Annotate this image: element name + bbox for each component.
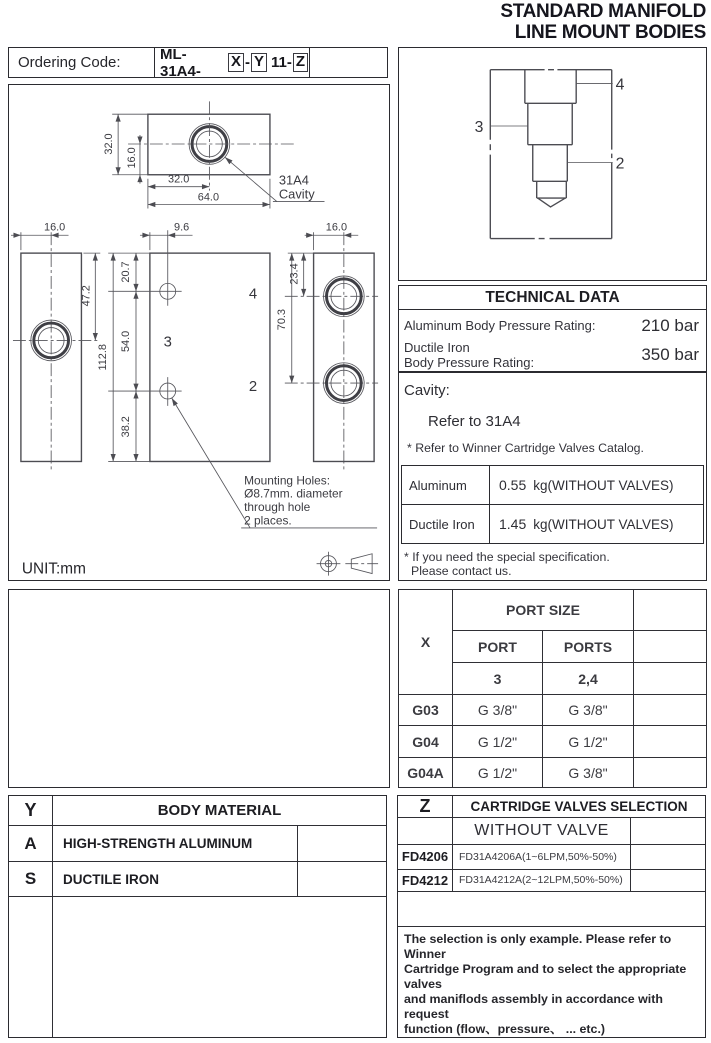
blank-panel <box>8 589 390 788</box>
ordering-code-x: X <box>228 53 244 72</box>
valves-header-row <box>398 796 705 818</box>
without-valve-row <box>398 818 705 845</box>
weight-table <box>401 465 704 544</box>
ordering-code-box <box>8 47 388 78</box>
mounting-note-line4: 2 places. <box>244 513 292 528</box>
port-row-value: G 1/2" <box>453 758 543 788</box>
mounting-note-line2: Ø8.7mm. diameter <box>244 486 343 501</box>
ordering-code-spacer <box>310 48 387 77</box>
projection-symbol-icon <box>345 554 378 574</box>
aluminum-rating-value: 210 bar <box>641 315 699 335</box>
port-col-sub: 3 <box>453 663 543 695</box>
weight-material: Aluminum <box>402 466 490 504</box>
page-title-line1: STANDARD MANIFOLD <box>500 1 706 22</box>
schematic-port-4: 4 <box>615 76 625 94</box>
ordering-code-y: Y <box>251 53 267 72</box>
port-table-empty-cell <box>634 726 707 758</box>
technical-data-title: TECHNICAL DATA <box>399 286 706 310</box>
valve-code: FD4212 <box>398 870 453 891</box>
body-material-code: S <box>9 862 53 896</box>
body-material-key: Y <box>9 796 53 825</box>
ordering-code-sep: - <box>244 54 250 71</box>
valves-selection-note: The selection is only example. Please refer to Winner Cartridge Program and to select the appropriate valves and maniflods assembly in accordance with request function (flow、pressure、 ... etc.) <box>404 932 687 1036</box>
mounting-holes-note <box>172 398 377 528</box>
ductile-rating-value: 350 bar <box>641 344 699 364</box>
ordering-code-prefix: ML-31A4- <box>160 45 201 80</box>
schematic-port-3: 3 <box>474 118 484 136</box>
datum-target-icon <box>317 552 341 576</box>
port-row-value: G 1/2" <box>543 726 634 758</box>
valves-empty-cell <box>398 818 453 844</box>
body-material-label: DUCTILE IRON <box>63 871 159 887</box>
weight-material: Ductile Iron <box>402 505 490 543</box>
body-material-blank-area <box>9 897 386 1037</box>
dim-hole-offset: 9.6 <box>174 221 190 234</box>
port-table-empty-cell <box>634 695 707 726</box>
valves-title: CARTRIDGE VALVES SELECTION <box>470 799 688 814</box>
port-table-empty-cell <box>634 663 707 695</box>
body-material-empty-cell <box>297 862 386 896</box>
dim-seg-top: 20.7 <box>120 261 133 283</box>
weight-row <box>402 466 703 505</box>
valves-empty-cell <box>630 818 705 844</box>
ordering-code-mid: 11- <box>270 54 292 71</box>
body-material-header-row <box>9 796 386 826</box>
port-4-label: 4 <box>248 286 258 303</box>
ports-col-header: PORTS <box>543 631 634 663</box>
dim-top-half-width: 32.0 <box>168 173 190 186</box>
cavity-info <box>399 373 706 465</box>
port-row-value: G 3/8" <box>543 695 634 726</box>
port-row-value: G 3/8" <box>453 695 543 726</box>
cavity-outline <box>490 70 611 239</box>
technical-data-section <box>398 285 707 581</box>
valve-code: FD4206 <box>398 845 453 869</box>
valves-key: Z <box>398 796 453 817</box>
weight-value: 0.55 kg(WITHOUT VALVES) <box>499 477 674 493</box>
cavity-callout-line2: Cavity <box>278 186 315 202</box>
dim-left-center: 47.2 <box>80 285 93 307</box>
port-table-empty-cell <box>634 758 707 788</box>
dim-top-height: 32.0 <box>103 133 116 155</box>
cartridge-valves-table <box>397 795 706 1038</box>
body-material-row <box>9 826 386 862</box>
dim-left-width: 16.0 <box>44 221 66 234</box>
valve-description: FD31A4206A(1~6LPM,50%-50%) <box>459 850 617 863</box>
dim-seg-bottom: 38.2 <box>120 416 133 438</box>
weight-value: 1.45 kg(WITHOUT VALVES) <box>499 516 674 532</box>
schematic-port-2: 2 <box>615 155 625 173</box>
cavity-label: Cavity: <box>404 382 450 399</box>
manifold-drawing <box>9 85 388 579</box>
body-material-code: A <box>9 826 53 861</box>
dim-top-width: 64.0 <box>197 191 220 204</box>
valves-empty-cell <box>630 870 705 891</box>
special-spec-note: * If you need the special specification. Please contact us. <box>404 550 610 578</box>
port-table-empty-cell <box>634 590 707 631</box>
body-material-row <box>9 862 386 897</box>
without-valve-label: WITHOUT VALVE <box>474 821 609 839</box>
ordering-code-value <box>155 45 310 80</box>
body-material-title: BODY MATERIAL <box>157 802 282 819</box>
side-view-right <box>276 221 378 470</box>
cavity-schematic <box>399 48 705 279</box>
ordering-code-z: Z <box>293 53 308 72</box>
port-row-value: G 1/2" <box>453 726 543 758</box>
valves-blank-row <box>398 892 705 927</box>
dim-right-width: 16.0 <box>325 221 348 234</box>
weight-row <box>402 505 703 543</box>
ductile-rating-label: Ductile Iron Body Pressure Rating: <box>404 339 535 370</box>
cavity-schematic-box <box>398 47 707 281</box>
port-3-label: 3 <box>163 334 172 351</box>
cavity-callout-line1: 31A4 <box>278 172 309 188</box>
dim-right-span: 70.3 <box>275 308 288 331</box>
mounting-note-line1: Mounting Holes: <box>244 473 331 488</box>
pressure-ratings <box>399 310 706 373</box>
port-row-value: G 3/8" <box>543 758 634 788</box>
port-size-table <box>398 589 707 788</box>
side-view-left <box>11 221 100 470</box>
dim-top-half-height: 16.0 <box>126 147 139 169</box>
port-2-label: 2 <box>248 379 258 396</box>
port-col-header: PORT <box>453 631 543 663</box>
body-material-table <box>8 795 387 1038</box>
valve-row <box>398 870 705 892</box>
cavity-port-labels <box>475 76 625 172</box>
cavity-note: * Refer to Winner Cartridge Valves Catalog. <box>407 441 644 455</box>
body-material-blank-keycol <box>9 897 53 1037</box>
valve-description: FD31A4212A(2~12LPM,50%-50%) <box>459 874 623 887</box>
port-size-header: PORT SIZE <box>453 590 634 631</box>
valve-row <box>398 845 705 870</box>
front-view <box>97 221 270 461</box>
body-material-empty-cell <box>297 826 386 861</box>
mounting-note-line3: through hole <box>244 500 311 515</box>
page-title-line2: LINE MOUNT BODIES <box>514 22 706 43</box>
dim-total-height: 112.8 <box>97 344 110 371</box>
cavity-value: Refer to 31A4 <box>428 413 521 430</box>
valves-empty-cell <box>630 845 705 869</box>
port-table-empty-cell <box>634 631 707 663</box>
port-row-code: G04 <box>399 726 453 758</box>
page-title <box>500 1 706 43</box>
top-view <box>103 101 324 208</box>
dimension-drawing-box <box>8 84 390 581</box>
port-row-code: G04A <box>399 758 453 788</box>
port-table-x-header: X <box>399 590 453 695</box>
body-material-label: HIGH-STRENGTH ALUMINUM <box>63 836 253 851</box>
ports-col-sub: 2,4 <box>543 663 634 695</box>
ordering-code-label: Ordering Code: <box>9 48 155 77</box>
aluminum-rating-label: Aluminum Body Pressure Rating: <box>404 318 596 333</box>
port-row-code: G03 <box>399 695 453 726</box>
dim-seg-mid: 54.0 <box>120 330 133 353</box>
dim-right-top: 23.4 <box>288 263 301 285</box>
unit-label: UNIT:mm <box>21 560 86 578</box>
